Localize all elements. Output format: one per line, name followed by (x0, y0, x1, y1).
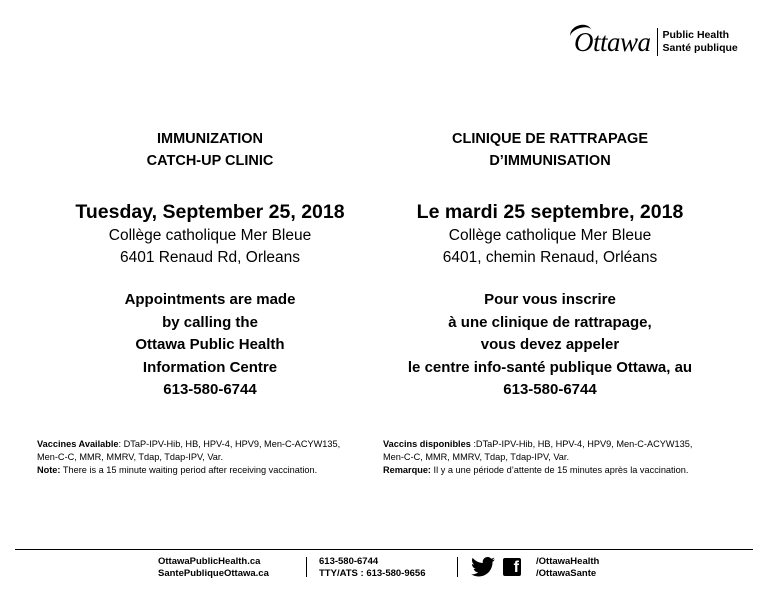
appointment-info-fr (375, 289, 725, 402)
vaccines-info-fr (383, 438, 728, 477)
vaccines-label-en: Vaccines Available (37, 439, 119, 449)
appointment-info-en (35, 289, 385, 402)
website-link-en[interactable]: OttawaPublicHealth.ca (158, 556, 261, 567)
social-handle-fr[interactable]: /OttawaSante (536, 568, 597, 579)
vaccines-list-fr: :DTaP-IPV-Hib, HB, HPV-4, HPV9, Men-C-ACYW135, (470, 439, 693, 449)
logo-wordmark: Ottawa (574, 26, 651, 57)
footer-separator (457, 557, 458, 577)
appt-line: Ottawa Public Health (135, 336, 285, 353)
venue-name-en: Collège catholique Mer Bleue (108, 227, 312, 244)
heading-fr-2: D’IMMUNISATION (489, 153, 611, 169)
heading-en-2: CATCH-UP CLINIC (146, 153, 274, 169)
venue-address-fr: 6401, chemin Renaud, Orléans (442, 249, 658, 266)
vaccines-list-fr-2: Men-C-C, MMR, MMRV, Tdap, Tdap-IPV, Var. (383, 452, 570, 462)
appt-line: vous devez appeler (480, 336, 620, 353)
ottawa-logo-mark (572, 26, 651, 57)
date-fr: Le mardi 25 septembre, 2018 (416, 201, 684, 223)
venue-address-en: 6401 Renaud Rd, Orleans (119, 249, 301, 266)
english-column (35, 128, 385, 402)
appt-line: à une clinique de rattrapage, (448, 313, 652, 331)
social-icons (471, 556, 521, 578)
social-handle-en[interactable]: /OttawaHealth (536, 556, 600, 567)
footer-divider (15, 549, 753, 550)
website-link-fr[interactable]: SantePubliqueOttawa.ca (158, 568, 269, 579)
heading-fr-1: CLINIQUE DE RATTRAPAGE (451, 131, 649, 147)
vaccines-list-en-2: Men-C-C, MMR, MMRV, Tdap, Tdap-IPV, Var. (37, 452, 224, 462)
footer-phones (319, 556, 425, 580)
date-en: Tuesday, September 25, 2018 (75, 201, 345, 223)
facebook-icon[interactable] (503, 558, 521, 576)
venue-name-fr: Collège catholique Mer Bleue (448, 227, 652, 244)
footer-separator (306, 557, 307, 577)
footer-social-handles (536, 556, 599, 580)
footer-tty: TTY/ATS : 613-580-9656 (319, 568, 426, 579)
note-label-fr: Remarque: (383, 465, 431, 475)
french-column (375, 128, 725, 402)
heading-en-1: IMMUNIZATION (156, 131, 264, 147)
appt-line: Pour vous inscrire (484, 291, 616, 308)
footer-phone: 613-580-6744 (319, 556, 379, 567)
note-label-en: Note: (37, 465, 61, 475)
vaccines-label-fr: Vaccins disponibles (383, 439, 471, 449)
twitter-icon[interactable] (471, 556, 495, 578)
note-text-en: There is a 15 minute waiting period after receiving vaccination. (60, 465, 318, 475)
footer-websites (158, 556, 269, 580)
appt-line: Appointments are made (124, 291, 296, 308)
logo-line-fr: Santé publique (662, 42, 738, 54)
vaccines-list-en: : DTaP-IPV-Hib, HB, HPV-4, HPV9, Men-C-ACYW135, (118, 439, 341, 449)
note-text-fr: Il y a une période d’attente de 15 minutes après la vaccination. (431, 465, 689, 475)
ottawa-logo (572, 28, 738, 56)
appt-line: Information Centre (142, 358, 278, 376)
appt-line: by calling the (162, 313, 258, 331)
logo-divider (657, 28, 658, 56)
phone-number-en: 613-580-6744 (163, 381, 257, 398)
logo-text (663, 29, 738, 55)
appt-line: le centre info-santé publique Ottawa, au (407, 358, 693, 376)
facebook-glyph: f (513, 559, 519, 576)
phone-number-fr: 613-580-6744 (503, 381, 597, 398)
logo-line-en: Public Health (662, 29, 730, 41)
vaccines-info-en (37, 438, 382, 477)
